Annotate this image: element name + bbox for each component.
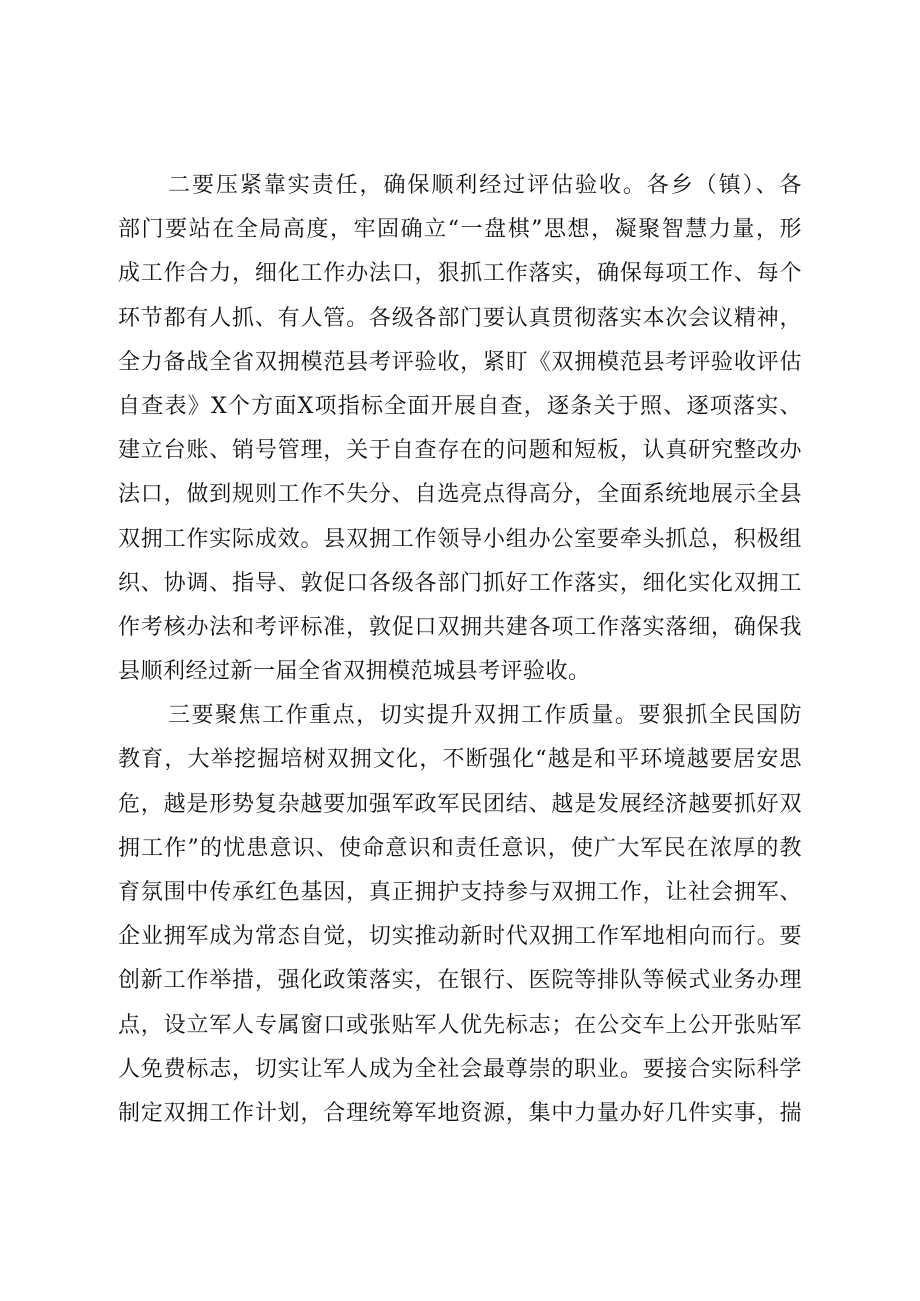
text-line: 自查表》X个方面X项指标全面开展自查，逐条关于照、逐项落实、 xyxy=(118,393,802,419)
text-line: 成工作合力，细化工作办法口，狠抓工作落实，确保每项工作、每个 xyxy=(118,261,802,287)
text-line: 制定双拥工作计划，合理统筹军地资源，集中力量办好几件实事，揣 xyxy=(118,1100,802,1126)
text-line: 三要聚焦工作重点，切实提升双拥工作质量。要狠抓全民国防 xyxy=(168,703,802,729)
text-line: 双拥工作实际成效。县双拥工作领导小组办公室要牵头抓总，积极组 xyxy=(118,526,802,552)
text-line: 拥工作”的忧患意识、使命意识和责任意识，使广大军民在浓厚的教 xyxy=(118,835,802,861)
text-line: 环节都有人抓、有人管。各级各部门要认真贯彻落实本次会议精神， xyxy=(118,305,802,331)
text-line: 企业拥军成为常态自觉，切实推动新时代双拥工作军地相向而行。要 xyxy=(118,924,802,950)
text-line: 人免费标志，切实让军人成为全社会最尊崇的职业。要接合实际科学 xyxy=(118,1056,802,1082)
text-line: 创新工作举措，强化政策落实，在银行、医院等排队等候式业务办理 xyxy=(118,968,802,994)
text-line: 织、协调、指导、敦促口各级各部门抓好工作落实，细化实化双拥工 xyxy=(118,570,802,596)
text-line: 育氛围中传承红色基因，真正拥护支持参与双拥工作，让社会拥军、 xyxy=(118,880,802,905)
text-line: 作考核办法和考评标准，敦促口双拥共建各项工作落实落细，确保我 xyxy=(118,614,802,640)
text-line: 全力备战全省双拥模范县考评验收，紧盯《双拥模范县考评验收评估 xyxy=(118,349,802,375)
document-body xyxy=(118,164,802,1136)
text-line: 教育，大举挖掘培树双拥文化，不断强化“越是和平环境越要居安思 xyxy=(118,747,802,773)
text-line: 法口，做到规则工作不失分、自选亮点得高分，全面系统地展示全县 xyxy=(118,482,802,508)
paragraph-responsibility xyxy=(118,164,802,694)
paragraph-focus xyxy=(118,694,802,1136)
text-line: 建立台账、销号管理，关于自查存在的问题和短板，认真研究整改办 xyxy=(118,438,802,464)
text-line: 点，设立军人专属窗口或张贴军人优先标志；在公交车上公开张贴军 xyxy=(118,1012,802,1038)
text-line: 二要压紧靠实责任，确保顺利经过评估验收。各乡（镇）、各 xyxy=(168,173,802,198)
text-line: 危，越是形势复杂越要加强军政军民团结、越是发展经济越要抓好双 xyxy=(118,791,802,817)
text-line: 部门要站在全局高度，牢固确立“一盘棋”思想，凝聚智慧力量，形 xyxy=(118,217,802,243)
text-line: 县顺利经过新一届全省双拥模范城县考评验收。 xyxy=(118,659,591,685)
